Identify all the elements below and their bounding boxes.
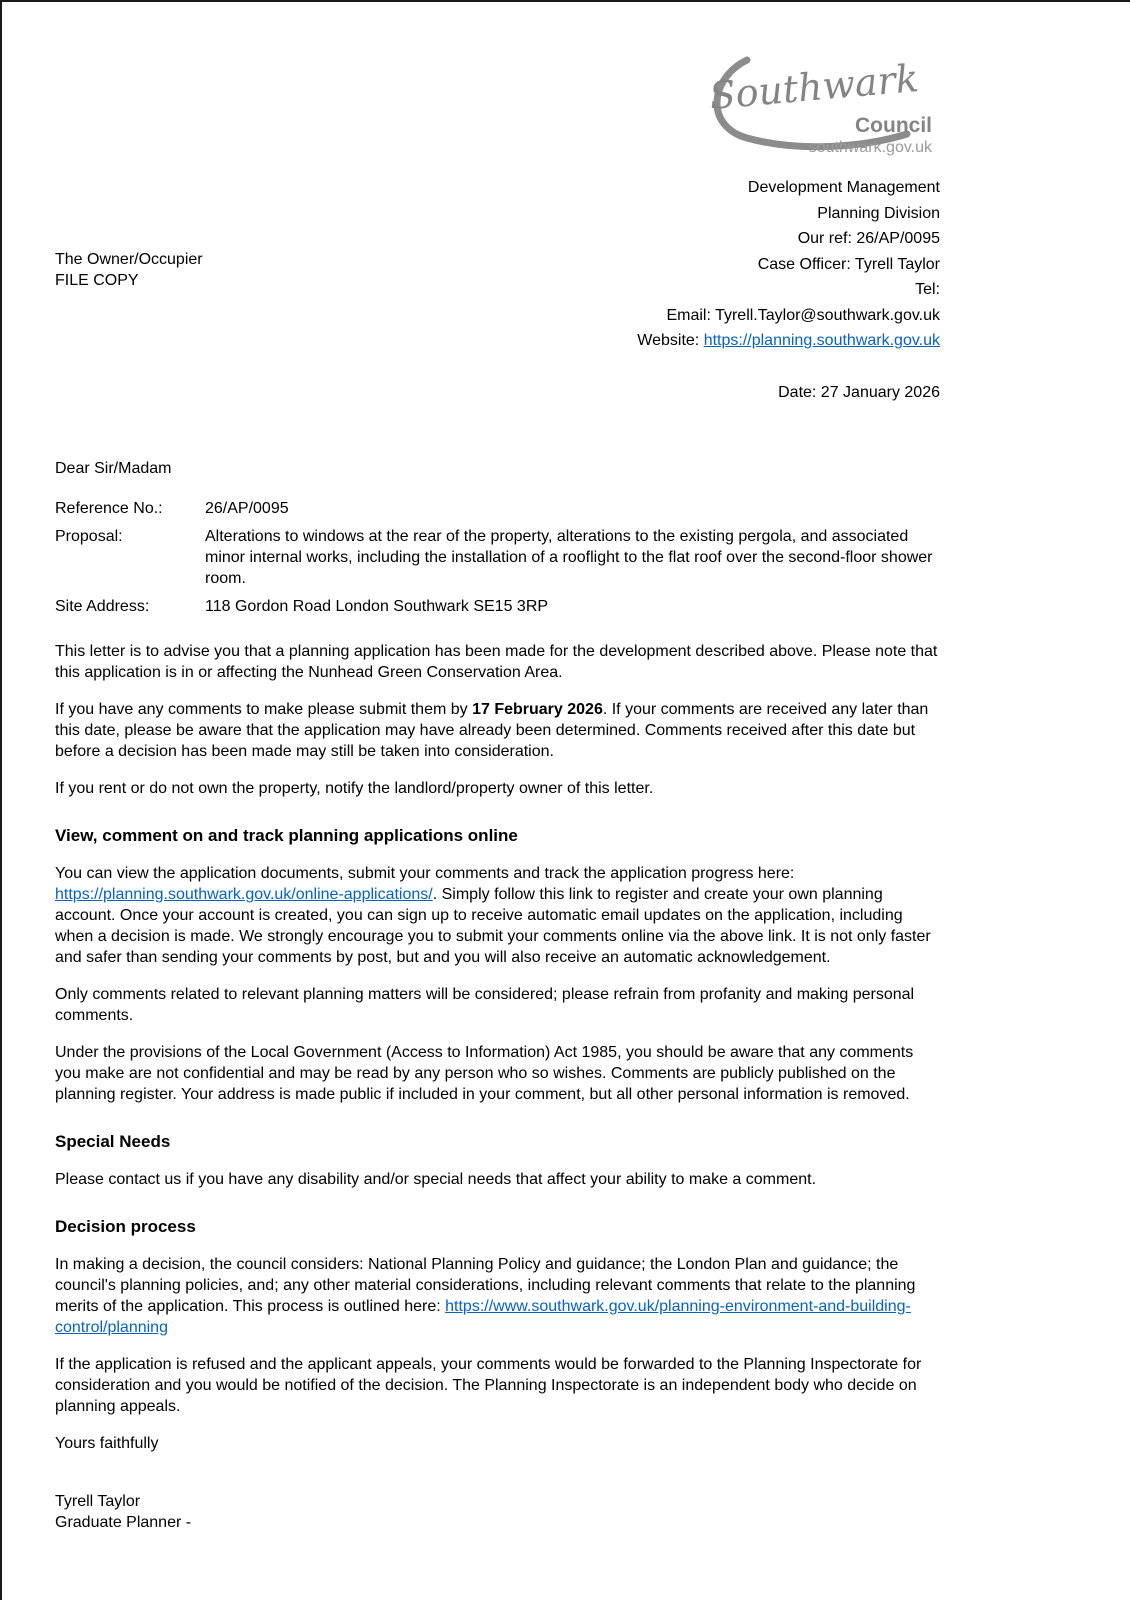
- contact-our-ref: Our ref: 26/AP/0095: [797, 230, 940, 247]
- recipient-block: [55, 175, 203, 354]
- paragraph-appeal: If the application is refused and the applicant appeals, your comments would be forwarded to the Planning Inspectorate for consideration and you would be notified of the decision. The Planning Inspectorate is an independent body who decide on planning appeals.: [55, 1355, 922, 1415]
- deadline-date-bold: 17 February 2026: [472, 700, 603, 718]
- paragraph-text: In making a decision, the council considers: National Planning Policy and guidance; the London Plan and guidance; the council's planning policies, and; any other material considerations, including relevant comments that relate to the planning merits of the application. This process is outlined here:: [55, 1255, 916, 1315]
- proposal-value: Alterations to windows at the rear of the property, alterations to the existing pergola, and associated minor internal works, including the installation of a rooflight to the flat roof over the second-floor shower room.: [205, 527, 933, 587]
- paragraph-special-needs: Please contact us if you have any disability and/or special needs that affect your ability to make a comment.: [55, 1170, 817, 1188]
- contact-tel: Tel:: [915, 281, 940, 298]
- logo-council-text: Council: [855, 114, 932, 137]
- paragraph-advise: This letter is to advise you that a planning application has been made for the development described above. Please note that this application is in or affecting the Nunhead Green Conservation Area.: [55, 642, 938, 681]
- proposal-label: Proposal:: [55, 527, 123, 545]
- contact-block: [637, 175, 940, 354]
- paragraph-text: . If your comments are received any later than this date, please be aware that the application may have already been determined. Comments received after this date but before a decision has been made may still be taken into consideration.: [55, 700, 929, 760]
- online-applications-link[interactable]: https://planning.southwark.gov.uk/online-applications/: [55, 885, 433, 903]
- letter-date: Date: 27 January 2026: [778, 383, 940, 401]
- paragraph-text: If you have any comments to make please submit them by: [55, 700, 473, 718]
- contact-case-officer: Case Officer: Tyrell Taylor: [757, 255, 940, 273]
- contact-website-line: [637, 328, 940, 354]
- contact-email: Email: Tyrell.Taylor@southwark.gov.uk: [666, 306, 940, 324]
- paragraph-deadline: [55, 699, 940, 762]
- section-heading-special-needs: Special Needs: [55, 1131, 171, 1151]
- logo-wordmark: Southwark: [707, 55, 921, 119]
- contact-website-link[interactable]: https://planning.southwark.gov.uk: [703, 332, 940, 349]
- reference-no-label: Reference No.:: [55, 499, 163, 517]
- section-heading-online: View, comment on and track planning applications online: [55, 825, 518, 845]
- paragraph-decision: [55, 1254, 940, 1338]
- contact-division: Planning Division: [817, 204, 940, 222]
- paragraph-rent: If you rent or do not own the property, notify the landlord/property owner of this letter.: [55, 779, 654, 797]
- logo-website-text: southwark.gov.uk: [808, 139, 932, 156]
- paragraph-online: [55, 863, 940, 968]
- site-address-value: 118 Gordon Road London Southwark SE15 3RP: [205, 597, 549, 615]
- signoff-name: Tyrell Taylor: [55, 1492, 141, 1510]
- paragraph-text: . Simply follow this link to register and create your own planning account. Once your account is created, you can sign up to receive automatic email updates on the application, including when a decision is made. We strongly encourage you to submit your comments online via the above link. It is not only faster and safer than sending your comments by post, but and you will also receive an automatic acknowledgement.: [55, 885, 931, 966]
- salutation: Dear Sir/Madam: [55, 459, 172, 477]
- recipient-file-copy: FILE COPY: [55, 272, 139, 289]
- signoff-title: Graduate Planner -: [55, 1513, 192, 1531]
- logo-swoosh-icon: [702, 48, 940, 158]
- letter-content: [55, 2, 940, 1533]
- decision-process-link[interactable]: https://www.southwark.gov.uk/planning-environment-and-building-control/planning: [55, 1297, 911, 1336]
- paragraph-lga: Under the provisions of the Local Government (Access to Information) Act 1985, you should be aware that any comments you make are not confidential and may be read by any person who so wishes. Comments are publicly published on the planning register. Your address is made public if included in your comment, but all other personal information is removed.: [55, 1043, 914, 1103]
- paragraph-text: You can view the application documents, submit your comments and track the application progress here:: [55, 864, 795, 882]
- section-heading-decision-process: Decision process: [55, 1216, 196, 1236]
- reference-no-value: 26/AP/0095: [205, 499, 289, 517]
- southwark-council-logo: [702, 48, 940, 163]
- reference-details: [55, 498, 940, 617]
- letter-header-row: [55, 175, 940, 354]
- recipient-line: The Owner/Occupier: [55, 251, 203, 268]
- paragraph-matters: Only comments related to relevant planning matters will be considered; please refrain from profanity and making personal comments.: [55, 985, 915, 1024]
- contact-website-label: Website:: [637, 332, 704, 349]
- contact-department: Development Management: [747, 179, 940, 196]
- site-address-label: Site Address:: [55, 597, 150, 615]
- signoff-closing: Yours faithfully: [55, 1434, 159, 1452]
